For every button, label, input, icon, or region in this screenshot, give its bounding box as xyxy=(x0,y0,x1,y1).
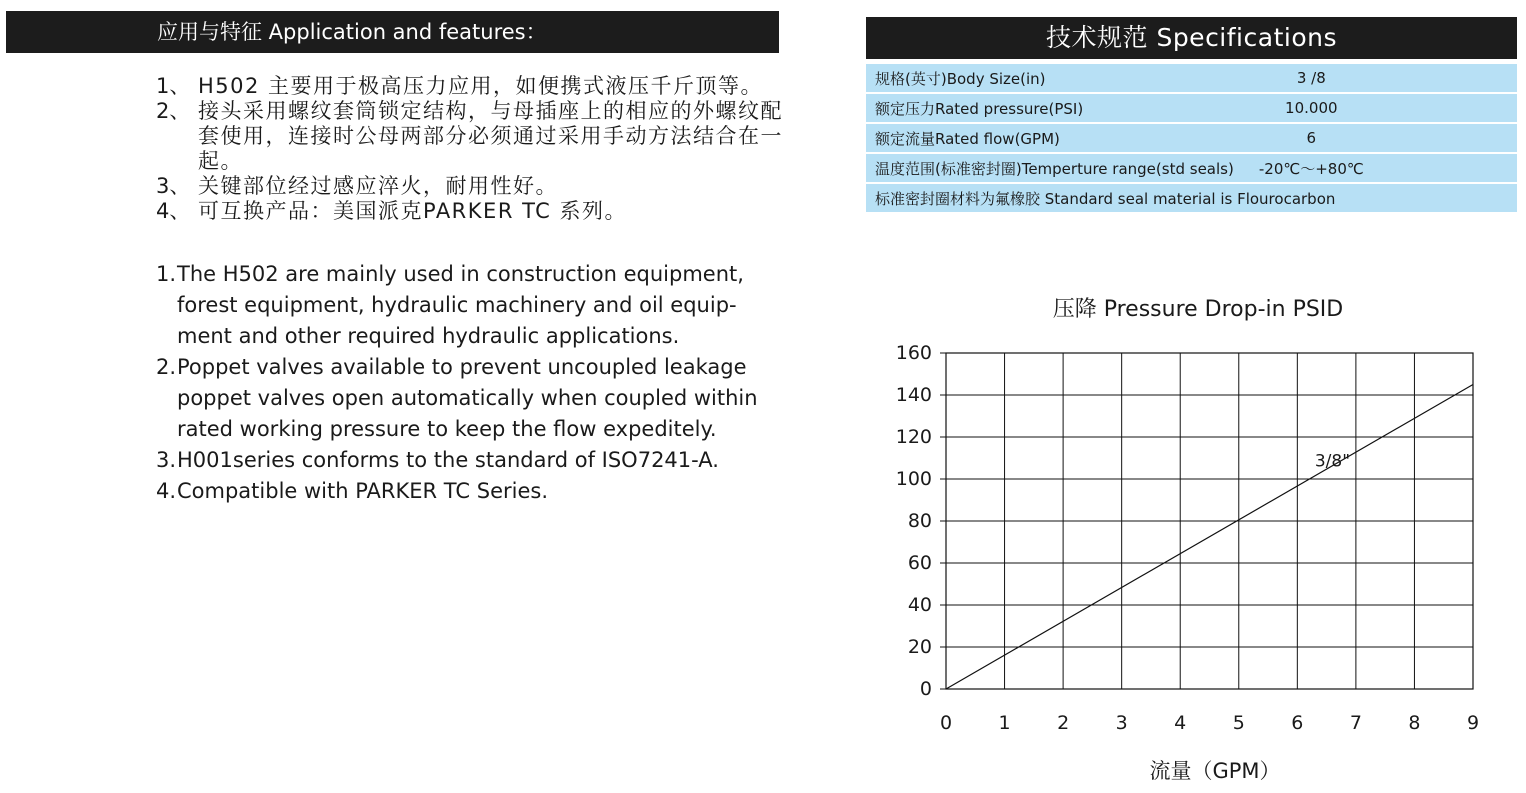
list-item xyxy=(156,476,786,507)
list-item-number: 1、 xyxy=(156,74,191,98)
x-tick-label: 5 xyxy=(1232,712,1245,734)
list-item-text: The H502 are mainly used in construction equipment, forest equipment, hydraulic machinery and oil equip-ment and other required hydraulic applications. xyxy=(177,262,744,348)
list-item-number: 2. xyxy=(156,355,177,379)
y-tick-label: 40 xyxy=(907,594,932,616)
chart-annotations xyxy=(1315,451,1350,471)
spec-label: 温度范围(标准密封圈)Temperture range(std seals) xyxy=(866,154,1234,182)
spec-spacer xyxy=(1389,94,1517,122)
x-tick-label: 1 xyxy=(998,712,1011,734)
list-item-number: 1. xyxy=(156,262,177,286)
spec-label: 规格(英寸)Body Size(in) xyxy=(866,64,1234,92)
y-axis-ticks xyxy=(896,342,932,700)
specifications-heading-bar xyxy=(866,17,1517,59)
table-row xyxy=(866,64,1517,92)
features-list-chinese xyxy=(156,74,786,224)
spec-label: 额定流量Rated flow(GPM) xyxy=(866,124,1234,152)
spec-value: 3 /8 xyxy=(1234,64,1389,92)
spec-spacer xyxy=(1389,64,1517,92)
list-item xyxy=(156,352,786,445)
list-item-text: 接头采用螺纹套筒锁定结构，与母插座上的相应的外螺纹配套使用，连接时公母两部分必须通过采用手动方法结合在一起。 xyxy=(198,99,783,173)
y-tick-label: 0 xyxy=(919,678,932,700)
y-tick-label: 160 xyxy=(895,342,932,364)
list-item xyxy=(156,174,786,199)
x-tick-label: 7 xyxy=(1349,712,1362,734)
list-item-text: 关键部位经过感应淬火，耐用性好。 xyxy=(198,174,558,198)
list-item-number: 4、 xyxy=(156,199,191,223)
x-tick-label: 4 xyxy=(1174,712,1187,734)
list-item-number: 2、 xyxy=(156,99,191,123)
table-row xyxy=(866,154,1517,182)
y-tick-label: 60 xyxy=(907,552,932,574)
x-axis-ticks xyxy=(940,712,1479,734)
features-list-english xyxy=(156,259,786,507)
x-tick-label: 6 xyxy=(1291,712,1304,734)
y-tick-label: 100 xyxy=(895,468,932,490)
list-item xyxy=(156,99,786,174)
features-heading: 应用与特征 Application and features： xyxy=(157,20,547,44)
x-tick-label: 2 xyxy=(1057,712,1070,734)
y-tick-label: 140 xyxy=(895,384,932,406)
table-row xyxy=(866,184,1517,212)
y-tick-label: 120 xyxy=(895,426,932,448)
list-item xyxy=(156,199,786,224)
list-item-number: 3、 xyxy=(156,174,191,198)
pressure-drop-chart xyxy=(880,335,1510,735)
x-tick-label: 9 xyxy=(1466,712,1480,734)
spec-value: 6 xyxy=(1234,124,1389,152)
chart-series xyxy=(946,385,1473,690)
chart-x-axis-label: 流量（GPM） xyxy=(1149,759,1281,783)
table-row xyxy=(866,124,1517,152)
spec-spacer xyxy=(1389,124,1517,152)
list-item-number: 3. xyxy=(156,448,177,472)
specifications-heading: 技术规范 Specifications xyxy=(1046,23,1337,52)
spec-spacer xyxy=(1389,154,1517,182)
spec-value: 10.000 xyxy=(1234,94,1389,122)
chart-title: 压降 Pressure Drop-in PSID xyxy=(1052,297,1344,322)
table-row xyxy=(866,94,1517,122)
list-item-text: 可互换产品：美国派克PARKER TC 系列。 xyxy=(198,199,628,223)
series-label: 3/8" xyxy=(1314,451,1351,472)
specifications-table xyxy=(866,62,1517,214)
y-tick-label: 20 xyxy=(907,636,932,658)
series-line xyxy=(946,385,1473,690)
x-tick-label: 3 xyxy=(1115,712,1128,734)
list-item-text: Poppet valves available to prevent uncoupled leakage poppet valves open automatically when coupled within rated working pressure to keep the flow expeditely. xyxy=(177,355,758,441)
list-item-number: 4. xyxy=(156,479,177,503)
list-item-text: Compatible with PARKER TC Series. xyxy=(177,479,548,503)
spec-footer-row: 标准密封圈材料为氟橡胶 Standard seal material is Flourocarbon xyxy=(866,184,1517,212)
x-tick-label: 0 xyxy=(939,712,953,734)
list-item xyxy=(156,74,786,99)
list-item-text: H502 主要用于极高压力应用，如便携式液压千斤顶等。 xyxy=(198,74,764,98)
x-tick-label: 8 xyxy=(1408,712,1421,734)
y-tick-label: 80 xyxy=(907,510,932,532)
list-item xyxy=(156,259,786,352)
features-heading-bar xyxy=(6,11,779,53)
spec-value: -20℃～+80℃ xyxy=(1234,154,1389,182)
spec-label: 额定压力Rated pressure(PSI) xyxy=(866,94,1234,122)
list-item-text: H001series conforms to the standard of ISO7241-A. xyxy=(177,448,719,472)
chart-grid xyxy=(940,353,1473,689)
list-item xyxy=(156,445,786,476)
